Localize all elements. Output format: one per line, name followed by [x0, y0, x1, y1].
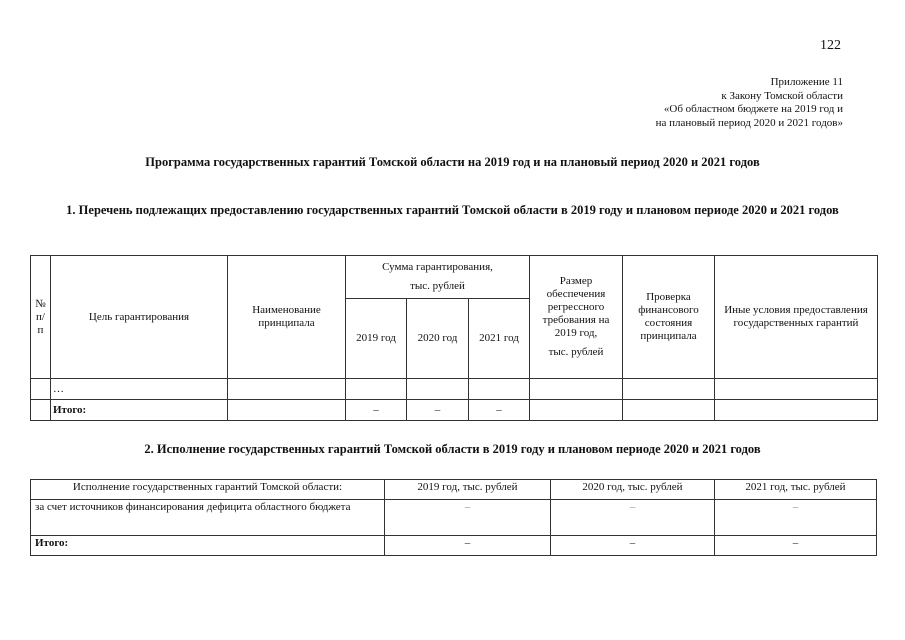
main-title: Программа государственных гарантий Томской области на 2019 год и на плановый период 2020 и 2021 годов: [145, 155, 760, 169]
cell: [228, 400, 346, 421]
total-2019: –: [385, 536, 551, 556]
cell: [346, 379, 407, 400]
total-2019: –: [346, 400, 407, 421]
cell: [623, 400, 715, 421]
total-label: Итого:: [31, 536, 385, 556]
total-2020: –: [551, 536, 715, 556]
cell: [715, 400, 878, 421]
header-recourse: [530, 256, 623, 379]
header-2019: 2019 год: [346, 299, 407, 379]
header-2021: 2021 год: [469, 299, 530, 379]
header-goal: Цель гарантирования: [51, 256, 228, 379]
header-sum-line2: тыс. рублей: [410, 280, 465, 292]
header-2020: 2020 год, тыс. рублей: [551, 480, 715, 500]
total-label: Итого:: [51, 400, 228, 421]
total-row: [31, 536, 877, 556]
header-check: Проверка финансового состояния принципала: [623, 256, 715, 379]
cell: [469, 379, 530, 400]
cell-goal: …: [51, 379, 228, 400]
guarantees-execution-table: [30, 479, 877, 556]
header-sum-group: [346, 256, 530, 299]
row-label: за счет источников финансирования дефицита областного бюджета: [31, 500, 385, 536]
header-2020: 2020 год: [407, 299, 469, 379]
cell: [31, 379, 51, 400]
cell: [715, 379, 878, 400]
appendix-note: [523, 76, 843, 130]
table-row: [31, 500, 877, 536]
header-recourse-line2: тыс. рублей: [548, 346, 604, 358]
cell: [623, 379, 715, 400]
header-recourse-line1: Размер обеспечения регрессного требования на 2019 год,: [542, 275, 610, 339]
cell: [31, 400, 51, 421]
row-2019: –: [385, 500, 551, 536]
header-2021: 2021 год, тыс. рублей: [715, 480, 877, 500]
header-2019: 2019 год, тыс. рублей: [385, 480, 551, 500]
total-2021: –: [715, 536, 877, 556]
header-num: № п/ п: [31, 256, 51, 379]
header-sum-line1: Сумма гарантирования,: [382, 261, 493, 273]
section1-title: 1. Перечень подлежащих предоставлению государственных гарантий Томской области в 2019 году и плановом периоде 2020 и 2021 годов: [66, 203, 839, 217]
header-other: Иные условия предоставления государственных гарантий: [715, 256, 878, 379]
cell: [407, 379, 469, 400]
appendix-line: «Об областном бюджете на 2019 год и: [663, 103, 843, 115]
section2-title: 2. Исполнение государственных гарантий Томской области в 2019 году и плановом периоде 2020 и 2021 годов: [144, 442, 761, 456]
table-row: [31, 379, 878, 400]
total-row: [31, 400, 878, 421]
appendix-line: Приложение 11: [770, 76, 843, 88]
cell: [228, 379, 346, 400]
guarantees-list-table: [30, 255, 878, 421]
total-2021: –: [469, 400, 530, 421]
page-number: 122: [820, 38, 841, 53]
total-2020: –: [407, 400, 469, 421]
header-principal: Наименование принципала: [228, 256, 346, 379]
header-execution: Исполнение государственных гарантий Томской области:: [31, 480, 385, 500]
row-2020: –: [551, 500, 715, 536]
appendix-line: к Закону Томской области: [721, 89, 843, 102]
appendix-line: на плановый период 2020 и 2021 годов»: [655, 116, 843, 129]
cell: [530, 379, 623, 400]
row-2021: –: [715, 500, 877, 536]
cell: [530, 400, 623, 421]
